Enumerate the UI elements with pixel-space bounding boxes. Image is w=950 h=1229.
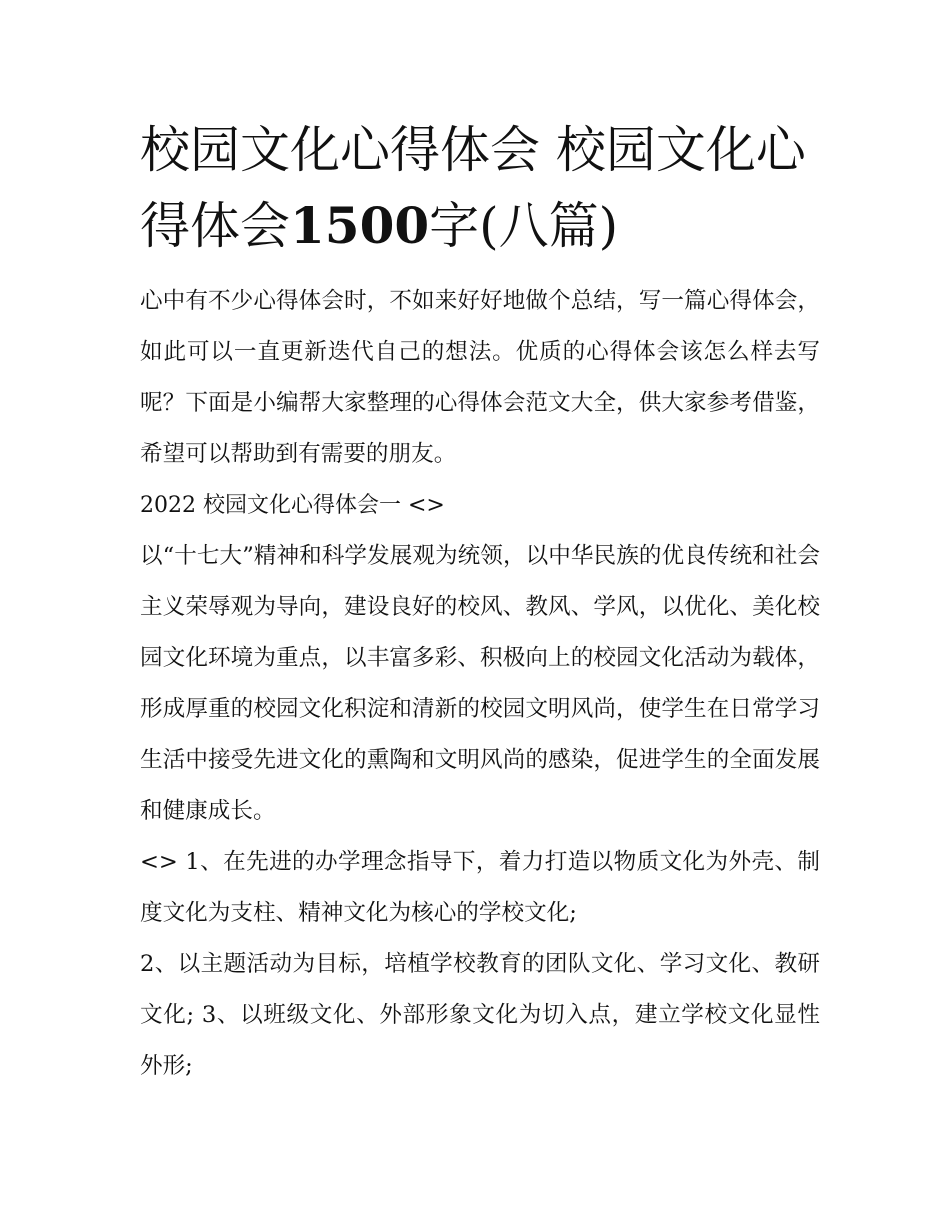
document-title [140, 112, 820, 264]
section-heading: 2022 校园文化心得体会一 <> [140, 493, 445, 518]
title-number: 1500 [290, 196, 430, 255]
list-item-2: 2、以主题活动为目标，培植学校教育的团队文化、学习文化、教研文化; 3、以班级文化、外部形象文化为切入点，建立学校文化显性外形; [140, 951, 820, 1079]
body-paragraph: 以“十七大”精神和科学发展观为统领，以中华民族的优良传统和社会主义荣辱观为导向，建设良好的校风、教风、学风，以优化、美化校园文化环境为重点，以丰富多彩、积极向上的校园文化活动为载体，形成厚重的校园文化积淀和清新的校园文明风尚，使学生在日常学习生活中接受先进文化的熏陶和文明风尚的感染，促进学生的全面发展和健康成长。 [140, 543, 820, 824]
document-body [140, 276, 820, 1092]
list-item-1: <> 1、在先进的办学理念指导下，着力打造以物质文化为外壳、制度文化为支柱、精神文化为核心的学校文化; [140, 849, 820, 926]
title-text-part1: 校园文化心得体会 校园文化心得体会 [140, 121, 806, 255]
title-text-part2: 字(八篇) [429, 197, 619, 255]
intro-paragraph: 心中有不少心得体会时，不如来好好地做个总结，写一篇心得体会，如此可以一直更新迭代自己的想法。优质的心得体会该怎么样去写呢？下面是小编帮大家整理的心得体会范文大全，供大家参考借鉴，希望可以帮助到有需要的朋友。 [140, 288, 820, 467]
